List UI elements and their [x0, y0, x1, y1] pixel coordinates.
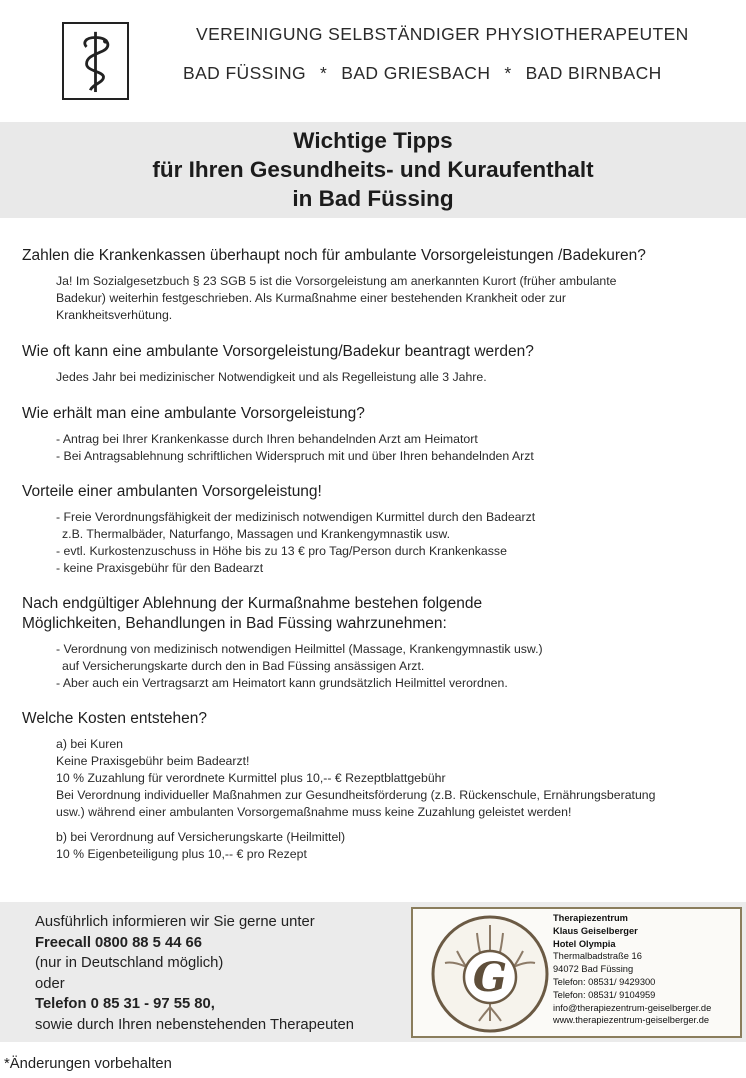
- therapy-center-card: [411, 907, 742, 1038]
- phone-number: Telefon 0 85 31 - 97 55 80,: [35, 996, 215, 1012]
- center-phone-1: Telefon: 08531/ 9429300: [553, 976, 656, 987]
- organization-name: VEREINIGUNG SELBSTÄNDIGER PHYSIOTHERAPEUTEN: [196, 24, 689, 44]
- question-heading: Nach endgültiger Ablehnung der Kurmaßnahme bestehen folgende Möglichkeiten, Behandlungen in Bad Füssing wahrzunehmen:: [22, 595, 483, 632]
- therapy-center-address: [553, 912, 711, 1027]
- letterhead: [0, 0, 746, 110]
- title-line-1: Wichtige Tipps: [293, 128, 453, 153]
- separator: *: [504, 63, 512, 83]
- faq-section-advantages: [22, 482, 732, 577]
- freecall-number: Freecall 0800 88 5 44 66: [35, 934, 203, 951]
- caduceus-logo-icon: [62, 22, 129, 100]
- location-bad-griesbach: BAD GRIESBACH: [341, 63, 491, 83]
- answer-text: Jedes Jahr bei medizinischer Notwendigkeit und als Regelleistung alle 3 Jahre.: [56, 370, 487, 384]
- faq-section-application: [22, 404, 732, 465]
- logo-letter: G: [472, 954, 508, 1001]
- question-heading: Wie oft kann eine ambulante Vorsorgeleistung/Badekur beantragt werden?: [22, 343, 534, 360]
- question-heading: Vorteile einer ambulanten Vorsorgeleistung!: [22, 483, 322, 500]
- question-heading: Welche Kosten entstehen?: [22, 710, 207, 727]
- center-street: Thermalbadstraße 16: [553, 951, 642, 962]
- title-band: [0, 122, 746, 218]
- faq-section-insurance: [22, 246, 732, 324]
- contact-or: oder: [35, 975, 65, 992]
- contact-intro: Ausführlich informieren wir Sie gerne unter: [35, 914, 315, 930]
- center-email: info@therapiezentrum-geiselberger.de: [553, 1002, 712, 1013]
- question-heading: Wie erhält man eine ambulante Vorsorgeleistung?: [22, 405, 365, 422]
- answer-text: Ja! Im Sozialgesetzbuch § 23 SGB 5 ist die Vorsorgeleistung am anerkannten Kurort (früher ambulante Badekur) weiterhin festgeschrieben. Als Kurmaßnahme einer bestehenden Krankheit oder zur Krankheitsverhütung.: [56, 274, 617, 322]
- faq-section-frequency: [22, 342, 732, 386]
- tree-g-logo-icon: [427, 911, 553, 1037]
- location-bad-fuessing: BAD FÜSSING: [183, 63, 307, 83]
- contact-therapists: sowie durch Ihren nebenstehenden Therapeuten: [35, 1016, 354, 1033]
- answer-list: - Antrag bei Ihrer Krankenkasse durch Ihren behandelnden Arzt am Heimatort - Bei Antragsablehnung schriftlichen Widerspruch mit und über Ihren behandelnden Arzt: [56, 432, 534, 463]
- center-website: www.therapiezentrum-geiselberger.de: [553, 1015, 710, 1026]
- locations-line: [183, 63, 662, 84]
- faq-section-costs: [22, 709, 732, 863]
- answer-text: a) bei Kuren Keine Praxisgebühr beim Badearzt! 10 % Zuzahlung für verordnete Kurmittel plus 10,-- € Rezeptblattgebühr Bei Verordnung individueller Maßnahmen zur Gesundheitsförderung (z.B. Rückenschule, Ernährungsberatung usw.) während einer ambulanten Vorsorgemaßnahme muss keine Zuzahlung geleistet werden! b) bei Verordnung auf Versicherungskarte (Heilmittel) 10 % Eigenbeteiligung plus 10,-- € pro Rezept: [56, 737, 656, 861]
- title-line-3: in Bad Füssing: [292, 186, 454, 211]
- question-heading: Zahlen die Krankenkassen überhaupt noch für ambulante Vorsorgeleistungen /Badekuren?: [22, 247, 646, 264]
- center-owner: Klaus Geiselberger: [553, 925, 638, 936]
- separator: *: [320, 63, 328, 83]
- title-line-2: für Ihren Gesundheits- und Kuraufenthalt: [152, 157, 594, 182]
- footnote: *Änderungen vorbehalten: [4, 1056, 172, 1072]
- center-city: 94072 Bad Füssing: [553, 964, 634, 975]
- center-hotel: Hotel Olympia: [553, 938, 616, 949]
- contact-info: [35, 912, 354, 1035]
- freecall-note: (nur in Deutschland möglich): [35, 955, 224, 971]
- center-name: Therapiezentrum: [553, 913, 628, 923]
- location-bad-birnbach: BAD BIRNBACH: [525, 63, 662, 83]
- answer-list: - Verordnung von medizinisch notwendigen Heilmittel (Massage, Krankengymnastik usw.) auf Versicherungskarte durch den in Bad Füssing ansässigen Arzt. - Aber auch ein Vertragsarzt am Heimatort kann grundsätzlich Heilmittel verordnen.: [56, 642, 543, 690]
- answer-list: - Freie Verordnungsfähigkeit der medizinisch notwendigen Kurmittel durch den Badearzt z.B. Thermalbäder, Naturfango, Massagen und Krankengymnastik usw. - evtl. Kurkostenzuschuss in Höhe bis zu 13 € pro Tag/Person durch Krankenkasse - keine Praxisgebühr für den Badearzt: [56, 510, 536, 575]
- faq-section-alternatives: [22, 594, 732, 692]
- center-phone-2: Telefon: 08531/ 9104959: [553, 989, 656, 1000]
- faq-content: [22, 246, 732, 877]
